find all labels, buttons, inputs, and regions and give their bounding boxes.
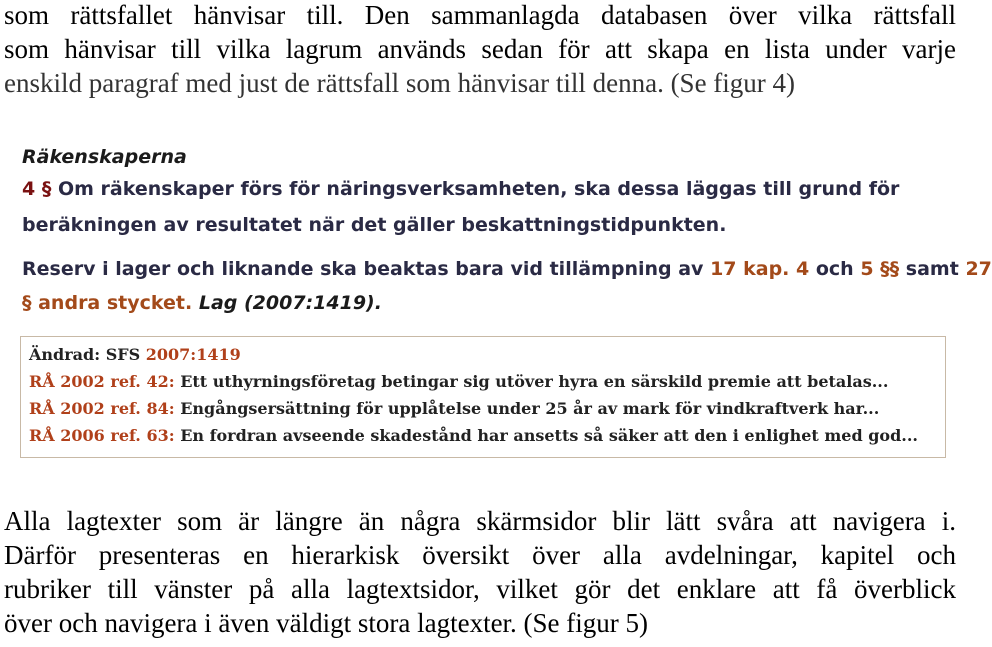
figure-4-reference: (Se figur 4) [670,68,796,98]
changed-label: Ändrad: SFS [29,345,141,364]
case-row [29,399,879,418]
case-link-ra-2006-63[interactable]: RÅ 2006 ref. 63: [29,426,175,445]
link-27[interactable]: 27 [965,258,992,280]
reserv-text-2: samt [905,258,959,280]
case-reference-box [20,336,946,458]
reserv-line-1 [22,258,992,280]
outro-line-1: Alla lagtexter som är längre än några skärmsidor blir lätt svåra att navigera i. [4,506,956,536]
case-link-ra-2002-84[interactable]: RÅ 2002 ref. 84: [29,399,175,418]
sfs-link[interactable]: 2007:1419 [145,345,241,364]
case-link-ra-2002-42[interactable]: RÅ 2002 ref. 42: [29,372,175,391]
reserv-and: och [815,258,854,280]
outro-line-3: rubriker till vänster på alla lagtextsidor, vilket gör det enklare att få överblick [4,574,956,604]
outro-line-2: Därför presenteras en hierarkisk översikt över alla avdelningar, kapitel och [4,540,956,570]
paragraph-text-1: Om räkenskaper förs för näringsverksamheten, ska dessa läggas till grund för [57,178,900,200]
link-17-kap-4[interactable]: 17 kap. 4 [710,258,810,280]
intro-line-3-text: enskild paragraf med just de rättsfall som hänvisar till denna. [4,68,664,98]
case-summary: Engångsersättning för upplåtelse under 25 år av mark för vindkraftverk har... [180,399,880,418]
law-reference: Lag (2007:1419). [198,292,382,314]
changed-line [29,345,241,364]
intro-line-2: som hänvisar till vilka lagrum används sedan för att skapa en lista under varje [4,34,956,64]
outro-paragraph [4,504,956,640]
intro-line-1: som rättsfallet hänvisar till. Den sammanlagda databasen över vilka rättsfall [4,0,956,30]
section-heading: Räkenskaperna [22,146,187,168]
intro-paragraph [4,0,956,100]
link-andra-stycket[interactable]: § andra stycket. [22,292,193,314]
link-5-paragraphs[interactable]: 5 §§ [860,258,900,280]
paragraph-4-line-2: beräkningen av resultatet när det gäller beskattningstidpunkten. [22,214,727,236]
reserv-text-1: Reserv i lager och liknande ska beaktas bara vid tillämpning av [22,258,704,280]
reserv-line-2 [22,292,382,314]
paragraph-4-line-1 [22,178,899,200]
case-summary: Ett uthyrningsföretag betingar sig utöver hyra en särskild premie att betalas... [180,372,889,391]
case-row [29,426,918,445]
intro-line-3 [4,66,956,100]
case-summary: En fordran avseende skadestånd har ansetts så säker att den i enlighet med god... [180,426,918,445]
outro-line-4: över och navigera i även väldigt stora lagtexter. (Se figur 5) [4,608,649,638]
case-row [29,372,888,391]
paragraph-number: 4 § [22,178,52,200]
